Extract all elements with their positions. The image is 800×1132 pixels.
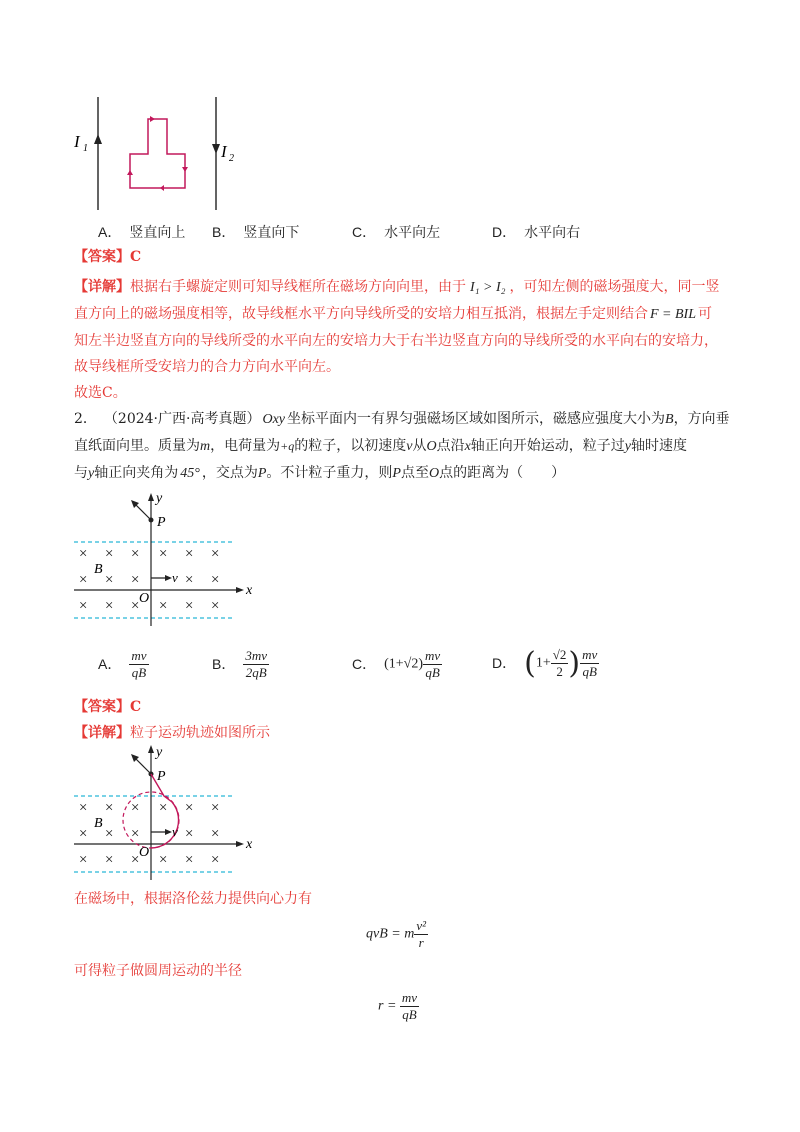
- svg-text:×: ×: [130, 546, 141, 562]
- fig2-y-label: y: [156, 491, 163, 506]
- svg-text:×: ×: [158, 800, 169, 816]
- svg-text:×: ×: [158, 598, 169, 614]
- q1-option-d[interactable]: D． 水平向右: [492, 224, 581, 241]
- svg-text:×: ×: [78, 598, 89, 614]
- q2-line3: 与y轴正向夹角为 45° ，交点为P。不计粒子重力，则P点至O点的距离为（ ）: [74, 465, 566, 481]
- svg-text:×: ×: [158, 852, 169, 868]
- figure-trajectory: [68, 742, 258, 882]
- svg-text:×: ×: [184, 800, 195, 816]
- fig2-x-label: x: [246, 583, 253, 598]
- q2-answer: 【答案】C: [74, 699, 142, 715]
- q1-option-c[interactable]: C． 水平向左: [352, 224, 441, 241]
- q2-line2: 直纸面向里。质量为m，电荷量为+q的粒子，以初速度v从O点沿x轴正向开始运动，粒子过y轴时速度: [74, 438, 688, 454]
- svg-text:×: ×: [130, 852, 141, 868]
- q2-option-b[interactable]: B． $\frac{3mv}{2qB}$: [212, 648, 268, 680]
- q1-detail-line1: 【详解】根据右手螺旋定则可知导线框所在磁场方向向里，由于 I₁ > I₂ ，可知左侧的磁场强度大，同一竖: [74, 279, 720, 295]
- fig3-o-label: O: [139, 845, 150, 860]
- svg-text:×: ×: [78, 800, 89, 816]
- q1-option-a[interactable]: A． 竖直向上: [98, 224, 186, 241]
- i2-sub: 2: [229, 153, 234, 164]
- svg-text:×: ×: [78, 826, 89, 842]
- svg-text:×: ×: [104, 800, 115, 816]
- svg-text:×: ×: [210, 598, 221, 614]
- svg-text:×: ×: [130, 800, 141, 816]
- i2-label: I: [221, 142, 227, 161]
- svg-text:×: ×: [104, 546, 115, 562]
- fig2-v-label: v: [172, 570, 178, 585]
- q1-option-b[interactable]: B． 竖直向下: [212, 224, 300, 241]
- fig3-v-label: v: [172, 824, 178, 839]
- fig3-x-label: x: [246, 837, 253, 852]
- svg-text:×: ×: [184, 572, 195, 588]
- svg-text:×: ×: [184, 546, 195, 562]
- svg-text:×: ×: [130, 572, 141, 588]
- fig2-p-label: P: [157, 515, 166, 530]
- svg-text:×: ×: [104, 598, 115, 614]
- figure-magnetic-field: [68, 490, 258, 630]
- svg-text:×: ×: [184, 826, 195, 842]
- svg-text:×: ×: [78, 572, 89, 588]
- svg-text:×: ×: [210, 572, 221, 588]
- step2-text: 可得粒子做圆周运动的半径: [74, 963, 242, 979]
- q2-detail: 【详解】粒子运动轨迹如图所示: [74, 725, 270, 741]
- i1-label: I: [74, 132, 80, 151]
- svg-text:×: ×: [184, 598, 195, 614]
- svg-text:×: ×: [78, 546, 89, 562]
- q1-conclusion: 故选C。: [74, 385, 127, 401]
- q2-option-a[interactable]: A． $\frac{mv}{qB}$: [98, 648, 147, 680]
- fig3-p-label: P: [157, 769, 166, 784]
- equation-lorentz: qvB = m $\frac{\text{v²}}{r}$: [366, 918, 426, 950]
- figure-wires-loop: [60, 92, 240, 212]
- equation-radius: r = $\frac{mv}{qB}$: [378, 990, 418, 1022]
- step1-text: 在磁场中，根据洛伦兹力提供向心力有: [74, 891, 312, 907]
- q2-line1: 2． （2024·广西·高考真题） Oxy 坐标平面内一有界匀强磁场区域如图所示，磁感应强度大小为B，方向垂: [74, 411, 730, 427]
- q2-stem: [74, 406, 754, 487]
- q1-detail: [74, 274, 744, 406]
- svg-text:×: ×: [210, 852, 221, 868]
- svg-text:×: ×: [210, 800, 221, 816]
- q2-option-c[interactable]: C． (1+√2) $\frac{mv}{qB}$: [352, 648, 441, 680]
- q1-answer: 【答案】C: [74, 249, 142, 265]
- svg-text:×: ×: [158, 546, 169, 562]
- fig3-y-label: y: [156, 745, 163, 760]
- fig2-o-label: O: [139, 591, 150, 606]
- q1-detail-line2: 直方向上的磁场强度相等，故导线框水平方向导线所受的安培力相互抵消，根据左手定则结合 F = BIL 可: [74, 306, 712, 322]
- q2-option-d[interactable]: D． (1+ $\frac{√2}{2}$ ) $\frac{mv}{qB}$: [492, 646, 598, 681]
- q1-detail-line3: 知左半边竖直方向的导线所受的水平向左的安培力大于右半边竖直方向的导线所受的水平向右的安培力，: [74, 333, 718, 349]
- svg-text:×: ×: [104, 572, 115, 588]
- svg-text:×: ×: [104, 826, 115, 842]
- fig2-b-label: B: [94, 562, 103, 577]
- svg-text:×: ×: [104, 852, 115, 868]
- svg-text:×: ×: [210, 826, 221, 842]
- svg-text:×: ×: [78, 852, 89, 868]
- svg-text:×: ×: [184, 852, 195, 868]
- svg-text:×: ×: [210, 546, 221, 562]
- fig3-b-label: B: [94, 816, 103, 831]
- i1-sub: 1: [83, 143, 88, 154]
- svg-text:×: ×: [130, 826, 141, 842]
- q1-detail-line4: 故导线框所受安培力的合力方向水平向左。: [74, 359, 340, 375]
- svg-text:×: ×: [130, 598, 141, 614]
